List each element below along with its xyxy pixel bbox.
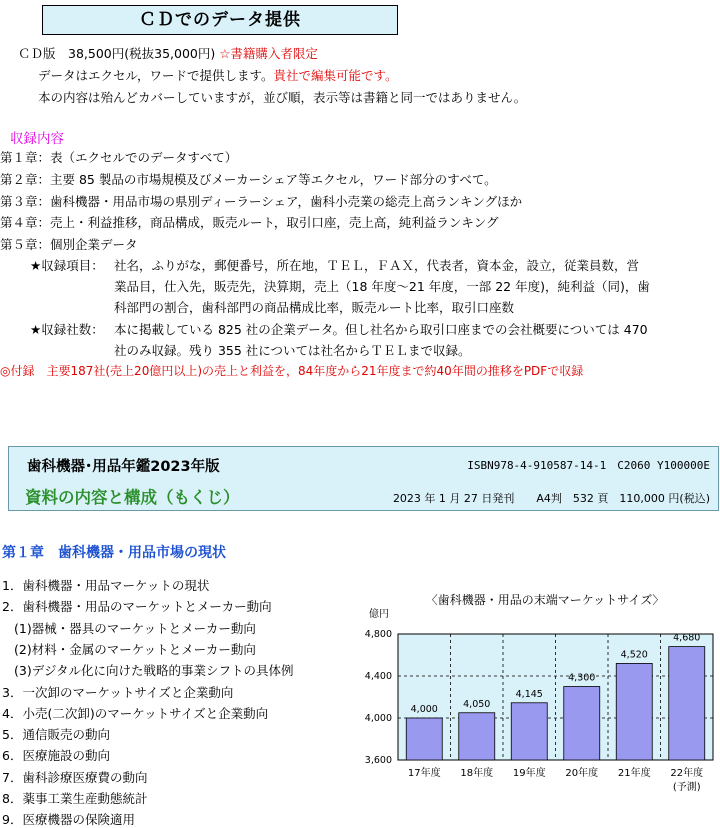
toc-item: 1．歯科機器・用品マーケットの現状	[2, 578, 210, 593]
data-label: 4,000	[410, 704, 438, 715]
chapter-item: 第５章：個別企業データ	[0, 237, 138, 252]
x-tick-label: 20年度	[565, 768, 599, 779]
x-tick-label: 22年度	[670, 768, 704, 779]
x-tick-label: 19年度	[512, 768, 546, 779]
x-tick-label: 21年度	[617, 768, 651, 779]
data-label: 4,050	[463, 698, 491, 710]
x-tick-note: (予測)	[672, 782, 701, 793]
toc-item: 8．薬事工業生産動態統計	[2, 791, 148, 806]
toc-item: 9．医療機器の保険適用	[2, 812, 135, 827]
toc-item: 3．一次卸のマーケットサイズと企業動向	[2, 685, 234, 700]
companies-line: 本に掲載している 825 社の企業データ。但し社名から取引口座までの会社概要については 470	[114, 322, 648, 337]
chapter-item: 第２章：主要 85 製品の市場規模及びメーカーシェア等エクセル，ワード部分のすべて。	[0, 172, 497, 187]
data-label: 4,520	[620, 649, 648, 661]
cd-editable-note: 貴社で編集可能です。	[273, 68, 398, 83]
data-label: 4,300	[568, 672, 596, 684]
appendix-note: ◎付録 主要187社(売上20億円以上)の売上と利益を，84年度から21年度まで約40年間の推移をPDFで収録	[0, 364, 584, 378]
chapter1-heading: 第１章 歯科機器・用品市場の現状	[2, 545, 226, 561]
items-line: 社名，ふりがな，郵便番号，所在地，ＴＥＬ，ＦＡＸ，代表者，資本金，設立，従業員数，営	[114, 258, 640, 273]
chapter-item: 第３章：歯科機器・用品市場の県別ディーラーシェア，歯科小売業の総売上高ランキングほか	[0, 194, 523, 209]
toc-item: 7．歯科診療医療費の動向	[2, 770, 148, 785]
cd-section-title: ＣＤでのデータ提供	[42, 5, 398, 35]
chapter-item: 第１章：表（エクセルでのデータすべて）	[0, 150, 238, 165]
cd-price: ＣＤ版 38,500円(税抜35,000円)	[18, 46, 216, 61]
toc-item: (1)器械・器具のマーケットとメーカー動向	[14, 621, 256, 636]
bar	[406, 718, 442, 760]
bar	[669, 647, 705, 760]
cd-price-note: ☆書籍購入者限定	[219, 46, 318, 61]
y-axis-label: 億円	[369, 609, 389, 620]
toc-item: 4．小売(二次卸)のマーケットサイズと企業動向	[2, 706, 269, 721]
isbn: ISBN978-4-910587-14-1 C2060 Y100000E	[467, 459, 710, 472]
cd-coverage-note: 本の内容は殆んどカバーしていますが，並び順，表示等は書籍と同一ではありません。	[38, 90, 527, 105]
book-title: 歯科機器･用品年鑑2023年版	[27, 459, 220, 475]
data-label: 4,145	[515, 688, 543, 700]
toc-item: (3)デジタル化に向けた戦略的事業シフトの具体例	[14, 663, 294, 678]
bar	[564, 687, 600, 761]
publication-info: 2023 年 1 月 27 日発刊 A4判 532 頁 110,000 円(税込)	[392, 492, 710, 505]
data-label: 4,680	[673, 632, 701, 644]
y-tick-label: 4,800	[364, 629, 392, 640]
companies-label: ★収録社数：	[30, 322, 104, 337]
contents-heading: 収録内容	[10, 131, 64, 147]
chart-title: 〈歯科機器・用品の末端マーケットサイズ〉	[425, 593, 665, 607]
toc-item: 2．歯科機器・用品のマーケットとメーカー動向	[2, 599, 272, 614]
bar	[511, 703, 547, 760]
x-tick-label: 18年度	[460, 768, 494, 779]
items-label: ★収録項目：	[30, 258, 104, 273]
toc-item: (2)材料・金属のマーケットとメーカー動向	[14, 642, 256, 657]
items-line: 科部門の割合，歯科部門の商品構成比率，販売ルート比率，取引口座数	[114, 300, 515, 315]
y-tick-label: 3,600	[364, 755, 392, 766]
y-tick-label: 4,400	[364, 671, 392, 682]
toc-item: 6．医療施設の動向	[2, 748, 110, 763]
bar	[616, 663, 652, 760]
chapter-item: 第４章：売上・利益推移，商品構成，販売ルート，取引口座，売上高，純利益ランキング	[0, 215, 499, 230]
book-subtitle: 資料の内容と構成（もくじ）	[25, 488, 240, 507]
toc-item: 5．通信販売の動向	[2, 727, 110, 742]
x-tick-label: 17年度	[407, 768, 441, 779]
y-tick-label: 4,000	[364, 713, 392, 724]
companies-line: 社のみ収録。残り 355 社については社名からＴＥＬまで収録。	[114, 343, 471, 358]
items-line: 業品目，仕入先，販売先，決算期，売上（18 年度～21 年度，一部 22 年度)，純利益（同)，歯	[114, 279, 650, 294]
cd-format-text: データはエクセル，ワードで提供します。	[38, 68, 274, 83]
bar	[459, 713, 495, 760]
